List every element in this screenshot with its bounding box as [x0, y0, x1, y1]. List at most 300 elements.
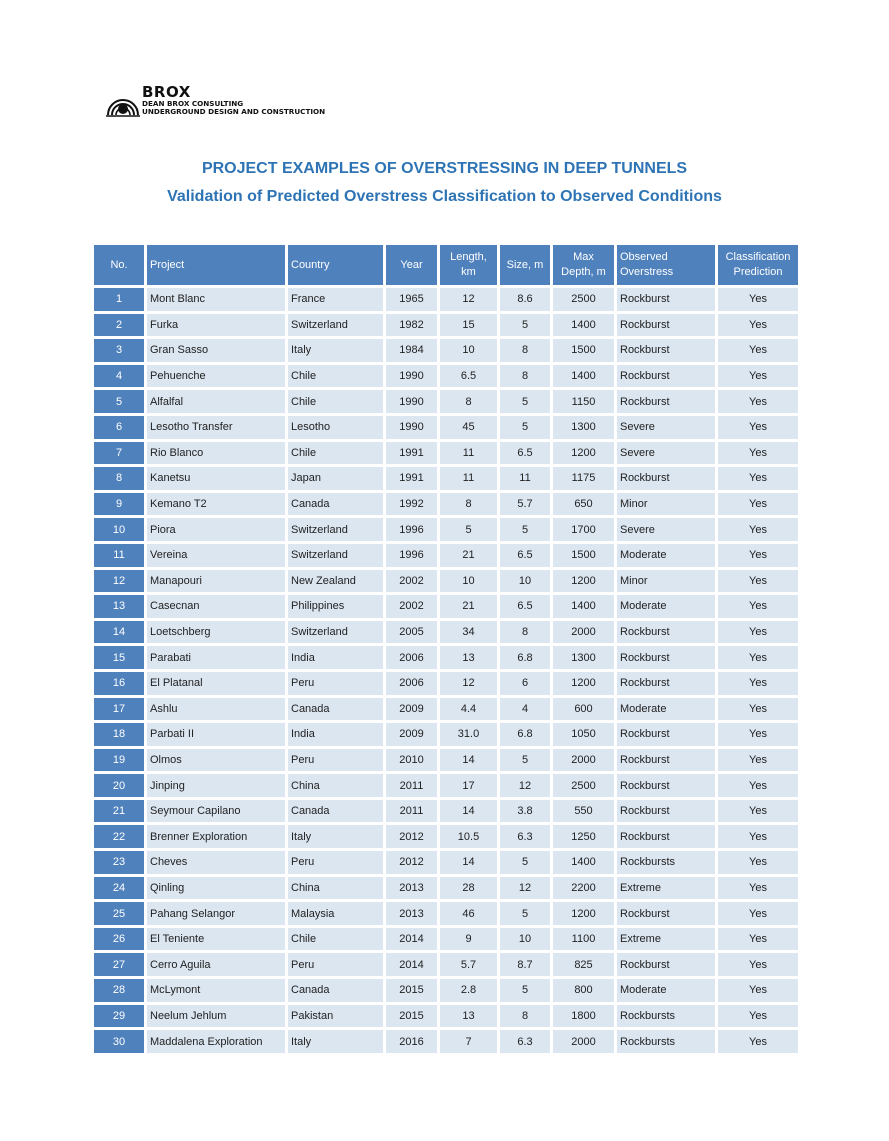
- cell-no: 26: [94, 928, 144, 951]
- cell-prediction: Yes: [718, 953, 798, 976]
- cell-observed: Rockburst: [617, 339, 715, 362]
- table-row: [94, 544, 798, 567]
- cell-prediction: Yes: [718, 314, 798, 337]
- cell-year: 1990: [386, 390, 437, 413]
- cell-depth: 2000: [553, 1030, 614, 1053]
- cell-project: Loetschberg: [147, 621, 285, 644]
- cell-length: 7: [440, 1030, 497, 1053]
- cell-size: 5.7: [500, 493, 550, 516]
- company-logo: [106, 83, 346, 119]
- cell-project: Kanetsu: [147, 467, 285, 490]
- cell-size: 4: [500, 698, 550, 721]
- cell-no: 20: [94, 774, 144, 797]
- cell-prediction: Yes: [718, 928, 798, 951]
- cell-observed: Rockburst: [617, 902, 715, 925]
- cell-depth: 2000: [553, 749, 614, 772]
- cell-length: 28: [440, 877, 497, 900]
- table-row: [94, 1005, 798, 1028]
- cell-year: 2009: [386, 723, 437, 746]
- table-row: [94, 672, 798, 695]
- cell-project: El Teniente: [147, 928, 285, 951]
- cell-year: 2005: [386, 621, 437, 644]
- cell-prediction: Yes: [718, 288, 798, 311]
- cell-no: 15: [94, 646, 144, 669]
- cell-no: 30: [94, 1030, 144, 1053]
- cell-country: Pakistan: [288, 1005, 383, 1028]
- cell-length: 17: [440, 774, 497, 797]
- cell-depth: 1400: [553, 595, 614, 618]
- cell-no: 11: [94, 544, 144, 567]
- table-row: [94, 979, 798, 1002]
- cell-project: Maddalena Exploration: [147, 1030, 285, 1053]
- cell-no: 1: [94, 288, 144, 311]
- cell-year: 1996: [386, 518, 437, 541]
- cell-country: Canada: [288, 493, 383, 516]
- logo-name: BROX: [142, 83, 191, 101]
- cell-observed: Rockbursts: [617, 1030, 715, 1053]
- cell-depth: 800: [553, 979, 614, 1002]
- cell-length: 21: [440, 544, 497, 567]
- cell-length: 4.4: [440, 698, 497, 721]
- cell-no: 2: [94, 314, 144, 337]
- cell-length: 34: [440, 621, 497, 644]
- cell-observed: Rockburst: [617, 621, 715, 644]
- cell-country: Peru: [288, 953, 383, 976]
- cell-depth: 650: [553, 493, 614, 516]
- cell-size: 6.3: [500, 825, 550, 848]
- cell-country: Malaysia: [288, 902, 383, 925]
- cell-country: Switzerland: [288, 621, 383, 644]
- cell-no: 13: [94, 595, 144, 618]
- cell-project: Parabati: [147, 646, 285, 669]
- cell-size: 8: [500, 365, 550, 388]
- cell-no: 6: [94, 416, 144, 439]
- cell-size: 6.5: [500, 544, 550, 567]
- cell-year: 1991: [386, 467, 437, 490]
- cell-length: 14: [440, 851, 497, 874]
- table-row: [94, 339, 798, 362]
- cell-depth: 1300: [553, 416, 614, 439]
- cell-prediction: Yes: [718, 570, 798, 593]
- cell-size: 8: [500, 621, 550, 644]
- cell-no: 24: [94, 877, 144, 900]
- cell-country: Peru: [288, 672, 383, 695]
- cell-no: 5: [94, 390, 144, 413]
- cell-length: 10: [440, 570, 497, 593]
- cell-observed: Rockburst: [617, 825, 715, 848]
- cell-size: 5: [500, 314, 550, 337]
- cell-observed: Rockbursts: [617, 1005, 715, 1028]
- cell-prediction: Yes: [718, 979, 798, 1002]
- cell-depth: 1400: [553, 314, 614, 337]
- cell-prediction: Yes: [718, 672, 798, 695]
- cell-length: 5.7: [440, 953, 497, 976]
- cell-size: 5: [500, 518, 550, 541]
- cell-year: 2002: [386, 570, 437, 593]
- cell-length: 14: [440, 749, 497, 772]
- cell-country: Philippines: [288, 595, 383, 618]
- cell-country: Canada: [288, 979, 383, 1002]
- cell-depth: 1300: [553, 646, 614, 669]
- table-row: [94, 800, 798, 823]
- cell-project: Alfalfal: [147, 390, 285, 413]
- cell-depth: 1800: [553, 1005, 614, 1028]
- cell-length: 12: [440, 288, 497, 311]
- table-row: [94, 416, 798, 439]
- cell-observed: Severe: [617, 442, 715, 465]
- cell-no: 8: [94, 467, 144, 490]
- cell-year: 2011: [386, 800, 437, 823]
- cell-depth: 1500: [553, 544, 614, 567]
- cell-depth: 1100: [553, 928, 614, 951]
- cell-project: Pehuenche: [147, 365, 285, 388]
- cell-depth: 1200: [553, 672, 614, 695]
- cell-country: Italy: [288, 825, 383, 848]
- cell-no: 27: [94, 953, 144, 976]
- table-row: [94, 314, 798, 337]
- cell-size: 6.5: [500, 595, 550, 618]
- cell-country: Peru: [288, 749, 383, 772]
- cell-size: 8: [500, 1005, 550, 1028]
- cell-observed: Moderate: [617, 595, 715, 618]
- table-row: [94, 518, 798, 541]
- cell-observed: Rockbursts: [617, 851, 715, 874]
- cell-observed: Extreme: [617, 928, 715, 951]
- cell-observed: Rockburst: [617, 288, 715, 311]
- cell-year: 2013: [386, 902, 437, 925]
- cell-no: 17: [94, 698, 144, 721]
- cell-year: 1984: [386, 339, 437, 362]
- cell-length: 8: [440, 390, 497, 413]
- cell-prediction: Yes: [718, 518, 798, 541]
- cell-size: 6.8: [500, 723, 550, 746]
- cell-project: Neelum Jehlum: [147, 1005, 285, 1028]
- cell-no: 28: [94, 979, 144, 1002]
- cell-size: 5: [500, 851, 550, 874]
- cell-depth: 1175: [553, 467, 614, 490]
- cell-no: 18: [94, 723, 144, 746]
- logo-tagline: UNDERGROUND DESIGN AND CONSTRUCTION: [142, 107, 326, 116]
- table-row: [94, 953, 798, 976]
- cell-observed: Rockburst: [617, 800, 715, 823]
- cell-observed: Moderate: [617, 698, 715, 721]
- cell-country: Switzerland: [288, 518, 383, 541]
- cell-year: 2012: [386, 825, 437, 848]
- cell-year: 1990: [386, 365, 437, 388]
- cell-length: 11: [440, 467, 497, 490]
- cell-prediction: Yes: [718, 749, 798, 772]
- cell-prediction: Yes: [718, 595, 798, 618]
- tunnel-arch-icon: [106, 83, 140, 117]
- table-row: [94, 698, 798, 721]
- cell-country: India: [288, 723, 383, 746]
- cell-observed: Rockburst: [617, 467, 715, 490]
- cell-no: 22: [94, 825, 144, 848]
- table-row: [94, 365, 798, 388]
- cell-length: 11: [440, 442, 497, 465]
- cell-observed: Rockburst: [617, 314, 715, 337]
- cell-depth: 1200: [553, 902, 614, 925]
- cell-observed: Minor: [617, 570, 715, 593]
- cell-observed: Rockburst: [617, 723, 715, 746]
- cell-observed: Minor: [617, 493, 715, 516]
- cell-size: 8.7: [500, 953, 550, 976]
- cell-depth: 2000: [553, 621, 614, 644]
- cell-country: Switzerland: [288, 544, 383, 567]
- cell-country: China: [288, 774, 383, 797]
- cell-length: 46: [440, 902, 497, 925]
- table-row: [94, 390, 798, 413]
- cell-prediction: Yes: [718, 467, 798, 490]
- cell-year: 2006: [386, 646, 437, 669]
- cell-observed: Rockburst: [617, 365, 715, 388]
- table-row: [94, 723, 798, 746]
- cell-length: 2.8: [440, 979, 497, 1002]
- cell-country: Japan: [288, 467, 383, 490]
- cell-length: 13: [440, 1005, 497, 1028]
- cell-year: 2002: [386, 595, 437, 618]
- cell-country: Chile: [288, 442, 383, 465]
- cell-year: 1990: [386, 416, 437, 439]
- table-row: [94, 877, 798, 900]
- cell-depth: 1050: [553, 723, 614, 746]
- header-project: Project: [147, 245, 285, 285]
- cell-length: 45: [440, 416, 497, 439]
- cell-no: 7: [94, 442, 144, 465]
- cell-year: 1992: [386, 493, 437, 516]
- cell-size: 10: [500, 928, 550, 951]
- cell-year: 2009: [386, 698, 437, 721]
- cell-observed: Extreme: [617, 877, 715, 900]
- cell-year: 1965: [386, 288, 437, 311]
- cell-project: Kemano T2: [147, 493, 285, 516]
- cell-project: Pahang Selangor: [147, 902, 285, 925]
- cell-length: 31.0: [440, 723, 497, 746]
- cell-project: Manapouri: [147, 570, 285, 593]
- cell-prediction: Yes: [718, 390, 798, 413]
- cell-size: 5: [500, 390, 550, 413]
- cell-observed: Severe: [617, 518, 715, 541]
- cell-year: 1982: [386, 314, 437, 337]
- header-observed: Observed Overstress: [617, 245, 715, 285]
- cell-year: 1991: [386, 442, 437, 465]
- cell-prediction: Yes: [718, 416, 798, 439]
- table-body: [94, 288, 798, 1053]
- cell-project: Olmos: [147, 749, 285, 772]
- cell-no: 21: [94, 800, 144, 823]
- cell-depth: 1700: [553, 518, 614, 541]
- cell-observed: Rockburst: [617, 953, 715, 976]
- logo-company-line: DEAN BROX CONSULTING: [142, 99, 244, 108]
- cell-project: Qinling: [147, 877, 285, 900]
- cell-project: Jinping: [147, 774, 285, 797]
- cell-depth: 1400: [553, 851, 614, 874]
- cell-prediction: Yes: [718, 339, 798, 362]
- cell-no: 10: [94, 518, 144, 541]
- cell-country: New Zealand: [288, 570, 383, 593]
- cell-project: Mont Blanc: [147, 288, 285, 311]
- cell-length: 15: [440, 314, 497, 337]
- cell-prediction: Yes: [718, 851, 798, 874]
- table-row: [94, 749, 798, 772]
- header-no: No.: [94, 245, 144, 285]
- table-row: [94, 570, 798, 593]
- cell-country: Canada: [288, 800, 383, 823]
- cell-year: 2015: [386, 979, 437, 1002]
- cell-year: 2015: [386, 1005, 437, 1028]
- cell-prediction: Yes: [718, 1005, 798, 1028]
- cell-year: 1996: [386, 544, 437, 567]
- cell-no: 12: [94, 570, 144, 593]
- cell-no: 14: [94, 621, 144, 644]
- header-country: Country: [288, 245, 383, 285]
- cell-country: Switzerland: [288, 314, 383, 337]
- table-row: [94, 621, 798, 644]
- table-row: [94, 288, 798, 311]
- cell-project: Brenner Exploration: [147, 825, 285, 848]
- cell-no: 23: [94, 851, 144, 874]
- cell-project: Cheves: [147, 851, 285, 874]
- cell-size: 5: [500, 749, 550, 772]
- cell-length: 8: [440, 493, 497, 516]
- cell-size: 8.6: [500, 288, 550, 311]
- table-row: [94, 774, 798, 797]
- cell-observed: Rockburst: [617, 672, 715, 695]
- cell-prediction: Yes: [718, 1030, 798, 1053]
- cell-prediction: Yes: [718, 646, 798, 669]
- cell-year: 2013: [386, 877, 437, 900]
- cell-year: 2010: [386, 749, 437, 772]
- cell-country: Italy: [288, 1030, 383, 1053]
- cell-size: 5: [500, 979, 550, 1002]
- cell-depth: 1250: [553, 825, 614, 848]
- cell-country: Peru: [288, 851, 383, 874]
- table-row: [94, 1030, 798, 1053]
- cell-project: Cerro Aguila: [147, 953, 285, 976]
- table-row: [94, 646, 798, 669]
- cell-prediction: Yes: [718, 877, 798, 900]
- cell-country: Italy: [288, 339, 383, 362]
- cell-project: Seymour Capilano: [147, 800, 285, 823]
- cell-size: 8: [500, 339, 550, 362]
- cell-size: 6: [500, 672, 550, 695]
- cell-prediction: Yes: [718, 698, 798, 721]
- cell-size: 6.8: [500, 646, 550, 669]
- cell-depth: 600: [553, 698, 614, 721]
- cell-length: 21: [440, 595, 497, 618]
- table-row: [94, 928, 798, 951]
- cell-project: Vereina: [147, 544, 285, 567]
- cell-no: 29: [94, 1005, 144, 1028]
- cell-depth: 1150: [553, 390, 614, 413]
- cell-size: 12: [500, 774, 550, 797]
- table-header-row: [94, 245, 798, 285]
- cell-depth: 550: [553, 800, 614, 823]
- cell-project: Furka: [147, 314, 285, 337]
- header-size: Size, m: [500, 245, 550, 285]
- cell-depth: 1200: [553, 570, 614, 593]
- cell-length: 10.5: [440, 825, 497, 848]
- cell-project: McLymont: [147, 979, 285, 1002]
- cell-length: 12: [440, 672, 497, 695]
- cell-depth: 1500: [553, 339, 614, 362]
- overstress-table: [91, 242, 801, 1056]
- cell-country: Chile: [288, 365, 383, 388]
- cell-size: 6.3: [500, 1030, 550, 1053]
- cell-observed: Rockburst: [617, 646, 715, 669]
- cell-project: Piora: [147, 518, 285, 541]
- cell-project: El Platanal: [147, 672, 285, 695]
- cell-depth: 2200: [553, 877, 614, 900]
- cell-length: 14: [440, 800, 497, 823]
- cell-no: 19: [94, 749, 144, 772]
- cell-country: Chile: [288, 928, 383, 951]
- cell-project: Gran Sasso: [147, 339, 285, 362]
- cell-observed: Rockburst: [617, 390, 715, 413]
- cell-prediction: Yes: [718, 723, 798, 746]
- cell-length: 10: [440, 339, 497, 362]
- cell-size: 6.5: [500, 442, 550, 465]
- table-row: [94, 442, 798, 465]
- cell-prediction: Yes: [718, 774, 798, 797]
- cell-year: 2006: [386, 672, 437, 695]
- page-subtitle: Validation of Predicted Overstress Classification to Observed Conditions: [167, 188, 722, 205]
- cell-no: 9: [94, 493, 144, 516]
- header-depth: Max Depth, m: [553, 245, 614, 285]
- cell-project: Parbati II: [147, 723, 285, 746]
- cell-size: 11: [500, 467, 550, 490]
- table-row: [94, 467, 798, 490]
- table-row: [94, 595, 798, 618]
- cell-prediction: Yes: [718, 544, 798, 567]
- cell-country: China: [288, 877, 383, 900]
- cell-depth: 2500: [553, 774, 614, 797]
- cell-prediction: Yes: [718, 825, 798, 848]
- cell-project: Ashlu: [147, 698, 285, 721]
- cell-depth: 1200: [553, 442, 614, 465]
- table-row: [94, 493, 798, 516]
- cell-no: 3: [94, 339, 144, 362]
- cell-prediction: Yes: [718, 365, 798, 388]
- cell-length: 5: [440, 518, 497, 541]
- cell-prediction: Yes: [718, 800, 798, 823]
- cell-no: 16: [94, 672, 144, 695]
- cell-length: 9: [440, 928, 497, 951]
- cell-size: 5: [500, 416, 550, 439]
- cell-size: 10: [500, 570, 550, 593]
- cell-year: 2014: [386, 953, 437, 976]
- header-length: Length, km: [440, 245, 497, 285]
- cell-country: India: [288, 646, 383, 669]
- cell-project: Lesotho Transfer: [147, 416, 285, 439]
- header-prediction: Classification Prediction: [718, 245, 798, 285]
- cell-year: 2011: [386, 774, 437, 797]
- cell-prediction: Yes: [718, 902, 798, 925]
- table-row: [94, 825, 798, 848]
- cell-length: 13: [440, 646, 497, 669]
- cell-no: 4: [94, 365, 144, 388]
- cell-depth: 2500: [553, 288, 614, 311]
- table-row: [94, 902, 798, 925]
- header-year: Year: [386, 245, 437, 285]
- table-row: [94, 851, 798, 874]
- cell-observed: Moderate: [617, 544, 715, 567]
- cell-size: 5: [500, 902, 550, 925]
- cell-depth: 1400: [553, 365, 614, 388]
- page-title: PROJECT EXAMPLES OF OVERSTRESSING IN DEEP TUNNELS: [201, 160, 688, 177]
- cell-prediction: Yes: [718, 621, 798, 644]
- cell-observed: Rockburst: [617, 749, 715, 772]
